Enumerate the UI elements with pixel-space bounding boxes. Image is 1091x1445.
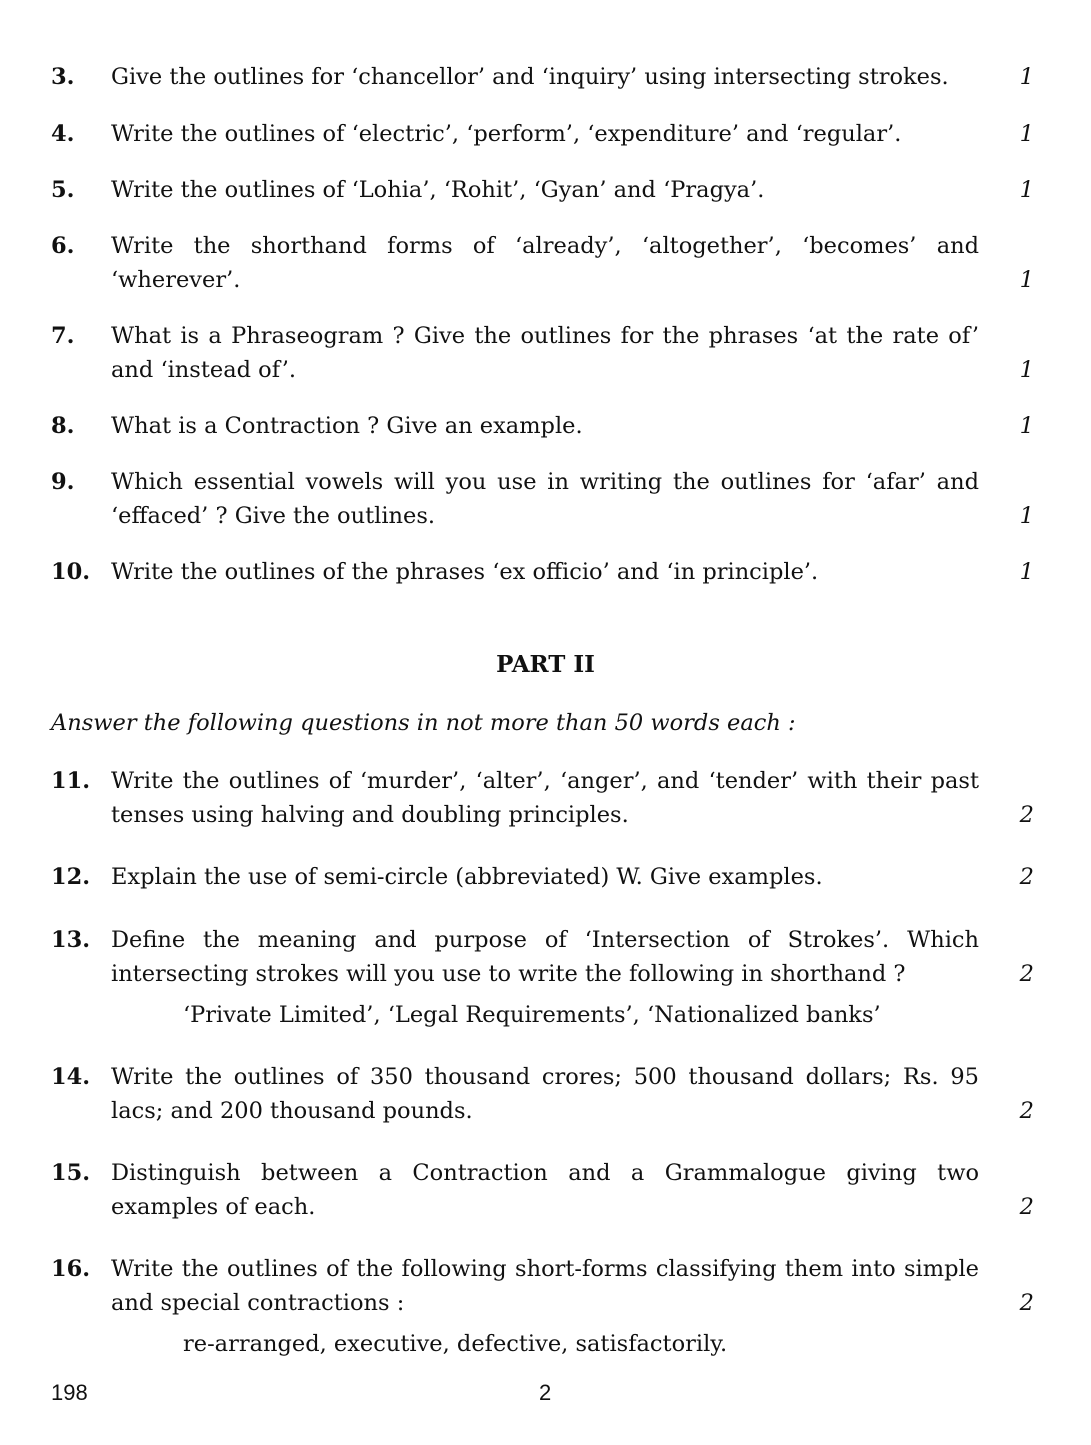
question-text: What is a Phraseogram ? Give the outlines for the phrases ‘at the rate of’ and ‘instead of’.: [111, 323, 979, 383]
question-text: What is a Contraction ? Give an example.: [111, 413, 583, 439]
question-marks: 2: [1019, 802, 1034, 828]
question-text: Write the outlines of ‘murder’, ‘alter’, ‘anger’, and ‘tender’ with their past tenses using halving and doubling principles.: [111, 768, 979, 828]
question-text: Explain the use of semi-circle (abbreviated) W. Give examples.: [111, 864, 823, 890]
question-number: 14.: [51, 1064, 91, 1090]
question-sub-items: ‘Private Limited’, ‘Legal Requirements’, ‘Nationalized banks’: [183, 1002, 881, 1028]
question-marks: 2: [1019, 1290, 1034, 1316]
question-marks: 2: [1019, 864, 1034, 890]
question-marks: 1: [1019, 64, 1034, 90]
question-number: 8.: [51, 413, 75, 439]
question-marks: 1: [1019, 503, 1034, 529]
page-number: 2: [539, 1380, 552, 1405]
question-number: 16.: [51, 1256, 91, 1282]
question-number: 11.: [51, 768, 91, 794]
question-text: Give the outlines for ‘chancellor’ and ‘inquiry’ using intersecting strokes.: [111, 64, 949, 90]
question-marks: 2: [1019, 1194, 1034, 1220]
question-text: Distinguish between a Contraction and a Grammalogue giving two examples of each.: [111, 1160, 979, 1220]
question-text: Define the meaning and purpose of ‘Intersection of Strokes’. Which intersecting strokes will you use to write the following in shorthand ?: [111, 927, 979, 987]
question-number: 6.: [51, 233, 75, 259]
question-number: 15.: [51, 1160, 91, 1186]
question-number: 4.: [51, 121, 75, 147]
question-text: Write the outlines of the following short-forms classifying them into simple and special contractions :: [111, 1256, 979, 1316]
question-marks: 1: [1019, 177, 1034, 203]
paper-code: 198: [51, 1380, 88, 1405]
part-instruction: Answer the following questions in not more than 50 words each :: [51, 710, 796, 736]
question-text: Write the outlines of ‘Lohia’, ‘Rohit’, ‘Gyan’ and ‘Pragya’.: [111, 177, 765, 203]
question-marks: 1: [1019, 267, 1034, 293]
question-number: 5.: [51, 177, 75, 203]
question-number: 9.: [51, 469, 75, 495]
question-text: Write the outlines of ‘electric’, ‘perform’, ‘expenditure’ and ‘regular’.: [111, 121, 902, 147]
question-number: 3.: [51, 64, 75, 90]
question-marks: 2: [1019, 1098, 1034, 1124]
question-marks: 1: [1019, 559, 1034, 585]
question-text: Which essential vowels will you use in writing the outlines for ‘afar’ and ‘effaced’ ? Give the outlines.: [111, 469, 979, 529]
question-number: 12.: [51, 864, 91, 890]
part-title: PART II: [496, 651, 595, 678]
question-marks: 1: [1019, 121, 1034, 147]
question-marks: 1: [1019, 357, 1034, 383]
question-sub-items: re-arranged, executive, defective, satisfactorily.: [183, 1331, 728, 1357]
question-number: 7.: [51, 323, 75, 349]
question-marks: 1: [1019, 413, 1034, 439]
question-text: Write the shorthand forms of ‘already’, ‘altogether’, ‘becomes’ and ‘wherever’.: [111, 233, 979, 293]
question-text: Write the outlines of 350 thousand crores; 500 thousand dollars; Rs. 95 lacs; and 200 thousand pounds.: [111, 1064, 979, 1124]
question-number: 10.: [51, 559, 91, 585]
question-marks: 2: [1019, 961, 1034, 987]
question-number: 13.: [51, 927, 91, 953]
question-text: Write the outlines of the phrases ‘ex officio’ and ‘in principle’.: [111, 559, 819, 585]
